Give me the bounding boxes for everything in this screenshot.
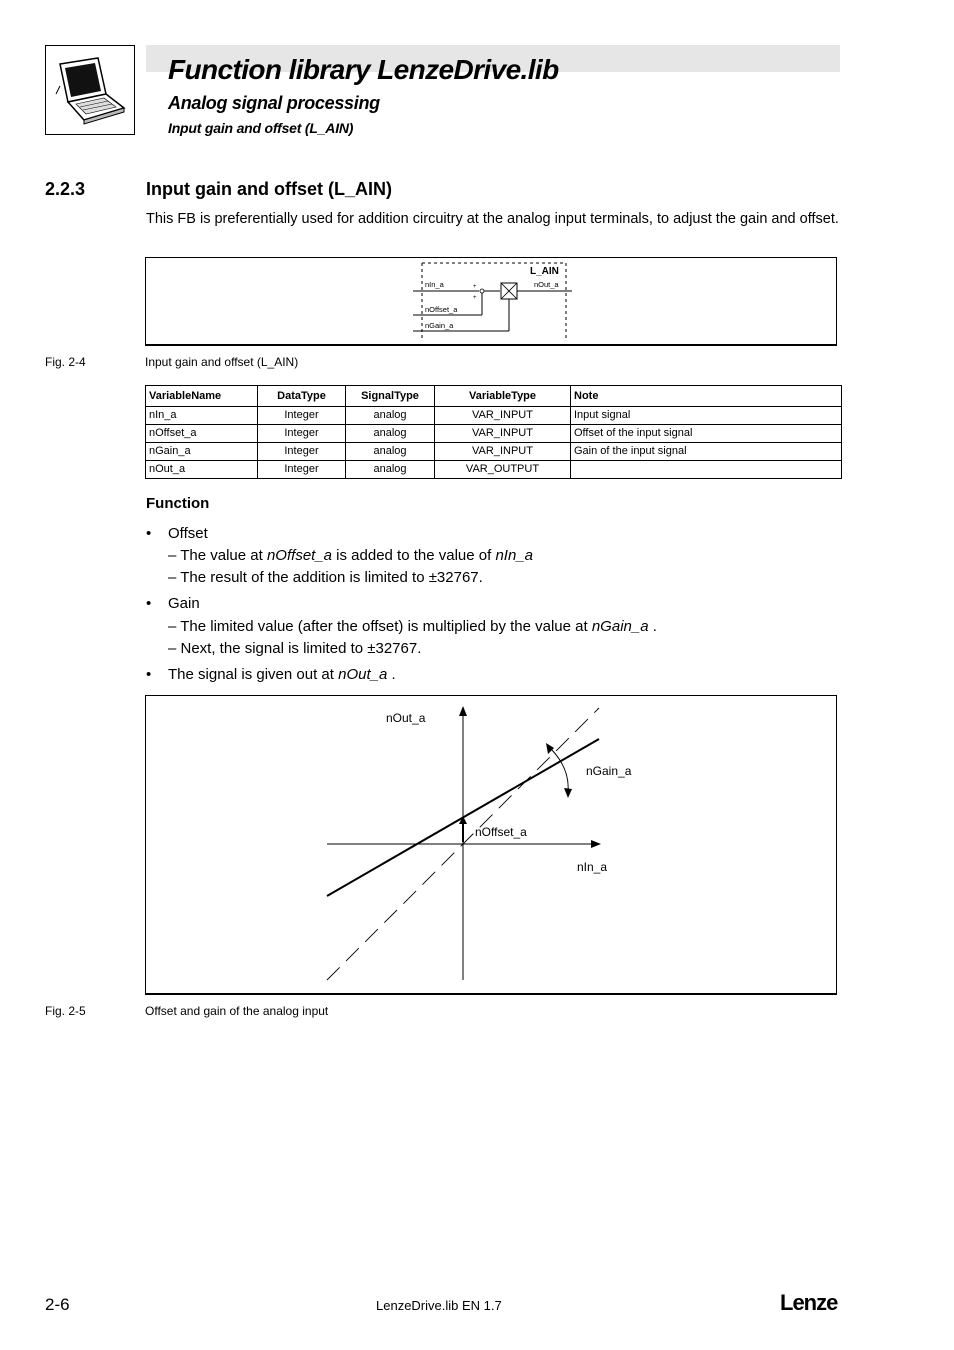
offset-bullet: Offset [168,525,208,542]
var-noffset: nOffset_a [266,547,333,564]
brand-logo: Lenze [780,1290,838,1315]
table-cell: Integer [258,425,346,443]
table-cell: nOut_a [146,461,258,479]
bullet-icon: • [146,525,152,542]
footer-document-id: LenzeDrive.lib EN 1.7 [376,1298,502,1313]
output-nout-label: nOut_a [534,280,559,289]
table-cell: analog [346,425,435,443]
table-cell: VAR_INPUT [435,443,571,461]
y-axis-label: nOut_a [386,711,426,725]
input-ngain-label: nGain_a [425,321,454,330]
plus-sign-2: + [473,295,477,301]
text-span: . [648,618,657,635]
table-header-cell: SignalType [346,386,435,407]
table-cell: Integer [258,461,346,479]
fig1-caption-text: Input gain and offset (L_AIN) [145,355,299,369]
table-cell: VAR_OUTPUT [435,461,571,479]
text-span: . [387,666,396,683]
table-cell: nOffset_a [146,425,258,443]
fig1-caption-number: Fig. 2-4 [45,355,86,369]
offset-line-2: – The result of the addition is limited to ±32767. [168,569,483,586]
bullet-icon: • [146,666,152,683]
text-span: is added to the value of [332,547,496,564]
page-title: Function library LenzeDrive.lib [168,54,559,85]
plus-sign-1: + [473,284,477,290]
table-row [146,407,842,425]
table-cell: Integer [258,443,346,461]
function-heading: Function [146,495,210,512]
block-diagram-frame [145,257,837,346]
summing-point [480,289,484,293]
table-cell: Input signal [571,407,842,425]
input-nin-label: nIn_a [425,280,444,289]
bullet-icon: • [146,595,152,612]
gain-line-2: – Next, the signal is limited to ±32767. [168,640,422,657]
fig2-caption-text: Offset and gain of the analog input [145,1004,329,1018]
gain-line-1 [168,618,657,636]
variables-table [145,385,842,479]
characteristic-frame [145,695,837,995]
table-cell: Gain of the input signal [571,443,842,461]
var-nout: nOut_a [338,666,388,683]
table-header-cell: VariableName [146,386,258,407]
gain-arc-head-2 [564,788,572,798]
fig2-caption-number: Fig. 2-5 [45,1004,86,1018]
text-span: – The value at [168,547,267,564]
chapter-subtitle: Analog signal processing [168,93,380,113]
gain-label: nGain_a [586,764,632,778]
table-cell [571,461,842,479]
gain-arc [550,748,568,792]
section-subtitle: Input gain and offset (L_AIN) [168,120,354,136]
table-header-cell: VariableType [435,386,571,407]
table-cell: analog [346,407,435,425]
block-name: L_AIN [530,266,559,277]
table-row [146,425,842,443]
block-diagram [146,258,836,344]
characteristic-diagram [146,696,836,993]
gain-bullet: Gain [168,595,200,612]
section-title: Input gain and offset (L_AIN) [146,179,392,199]
table-cell: Offset of the input signal [571,425,842,443]
table-header-row [146,386,842,407]
table-cell: analog [346,461,435,479]
table-header-cell: DataType [258,386,346,407]
output-bullet [168,666,396,684]
table-cell: Integer [258,407,346,425]
section-number: 2.2.3 [45,179,86,199]
x-axis-label: nIn_a [577,860,608,874]
table-cell: analog [346,443,435,461]
var-ngain: nGain_a [591,618,649,635]
offset-line-1 [168,547,533,565]
table-cell: VAR_INPUT [435,425,571,443]
table-cell: nGain_a [146,443,258,461]
table-row [146,461,842,479]
gain-arc-head-1 [546,743,554,754]
text-span: – The limited value (after the offset) is multiplied by the value at [168,618,592,635]
table-cell: nIn_a [146,407,258,425]
y-axis-arrow [459,706,467,716]
input-noffset-label: nOffset_a [425,305,458,314]
table-cell: VAR_INPUT [435,407,571,425]
x-axis-arrow [591,840,601,848]
laptop-icon [46,46,134,134]
intro-paragraph: This FB is preferentially used for addition circuitry at the analog input terminals, to adjust the gain and offset. [146,211,839,227]
offset-label: nOffset_a [475,825,527,839]
page-number: 2-6 [45,1295,70,1314]
text-span: The signal is given out at [168,666,339,683]
table-row [146,443,842,461]
table-header-cell: Note [571,386,842,407]
header-logo [45,45,135,135]
var-nin: nIn_a [495,547,534,564]
